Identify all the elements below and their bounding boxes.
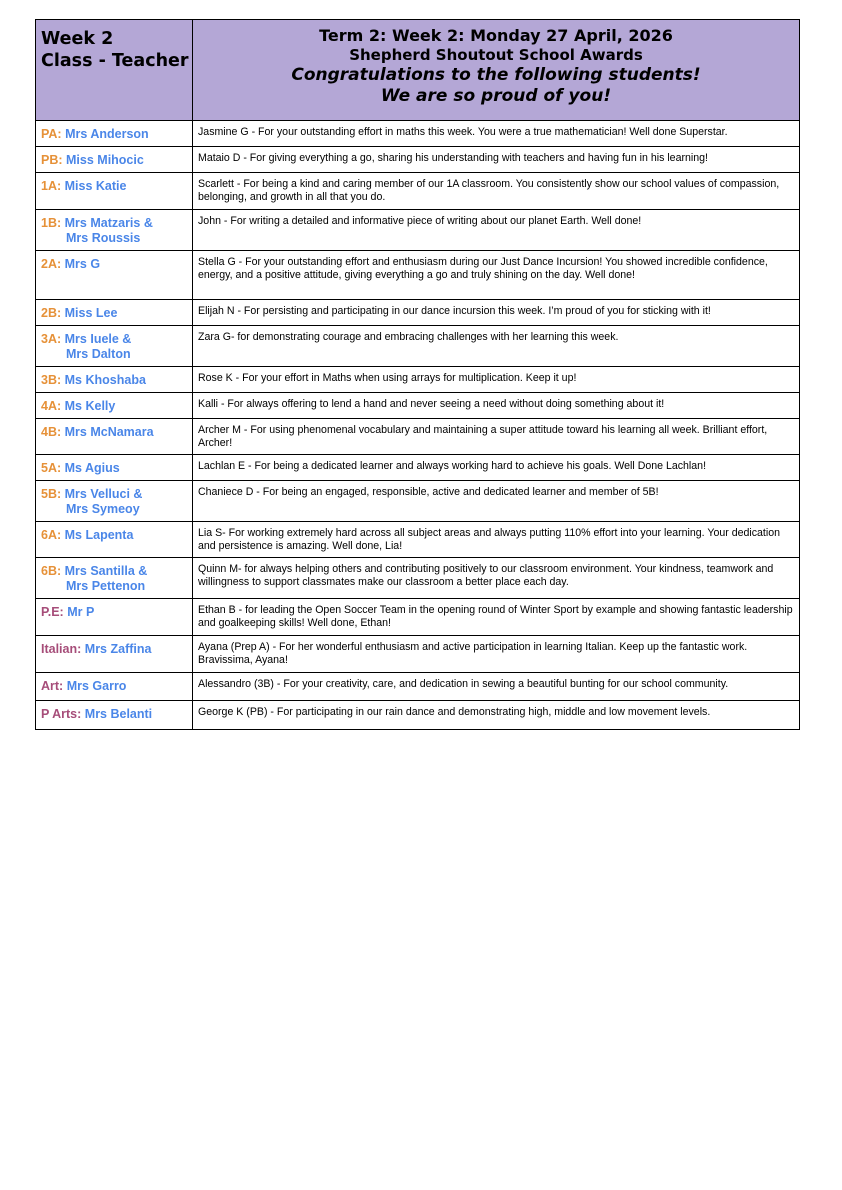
teacher-name: Mrs Velluci & [64, 486, 143, 501]
teacher-name: Mrs Santilla & [64, 563, 148, 578]
award-row [36, 210, 800, 251]
class-teacher-cell [36, 635, 193, 672]
teacher-name: Ms Agius [64, 460, 120, 475]
proud-line: We are so proud of you! [380, 86, 612, 106]
award-message: Zara G- for demonstrating courage and embracing challenges with her learning this week. [193, 326, 800, 367]
class-teacher-cell [36, 173, 193, 210]
award-message: Elijah N - For persisting and participating in our dance incursion this week. I’m proud of you for sticking with it! [193, 300, 800, 326]
award-row [36, 251, 800, 300]
award-message: George K (PB) - For participating in our rain dance and demonstrating high, middle and low movement levels. [193, 700, 800, 729]
class-teacher-cell [36, 521, 193, 557]
week-label: Week 2 [41, 29, 114, 49]
class-teacher-cell [36, 700, 193, 729]
teacher-name-second: Mrs Dalton [66, 347, 131, 361]
award-row [36, 700, 800, 729]
award-row [36, 419, 800, 455]
class-teacher-cell [36, 121, 193, 147]
awards-table [35, 19, 800, 730]
class-code: 4B: [41, 425, 62, 439]
teacher-name: Mrs Belanti [84, 706, 153, 721]
header-left-cell [36, 20, 193, 121]
award-message: Chaniece D - For being an engaged, responsible, active and dedicated learner and member of 5B! [193, 480, 800, 521]
class-teacher-cell [36, 557, 193, 598]
class-code: 2B: [41, 306, 62, 320]
class-teacher-cell [36, 367, 193, 393]
award-message: Alessandro (3B) - For your creativity, care, and dedication in sewing a beautiful bunting for our school community. [193, 672, 800, 700]
award-row [36, 598, 800, 635]
award-row [36, 367, 800, 393]
congratulations-line: Congratulations to the following students! [291, 65, 701, 85]
class-code: P.E: [41, 604, 64, 619]
class-teacher-cell [36, 147, 193, 173]
class-code: 3A: [41, 332, 62, 346]
class-teacher-cell [36, 326, 193, 367]
award-row [36, 121, 800, 147]
class-code: 1B: [41, 216, 62, 230]
teacher-name: Miss Lee [64, 306, 118, 320]
class-teacher-cell [36, 598, 193, 635]
teacher-name: Mrs McNamara [64, 425, 154, 439]
class-code: 6B: [41, 563, 62, 578]
class-teacher-cell [36, 419, 193, 455]
teacher-name: Ms Lapenta [64, 527, 134, 542]
award-message: Ayana (Prep A) - For her wonderful enthusiasm and active participation in learning Italian. Keep up the fantastic work. Bravissima, Ayana! [193, 635, 800, 672]
award-row [36, 393, 800, 419]
class-teacher-cell [36, 393, 193, 419]
award-message: Lachlan E - For being a dedicated learner and always working hard to achieve his goals. Well Done Lachlan! [193, 454, 800, 480]
award-row [36, 635, 800, 672]
class-code: 1A: [41, 179, 62, 193]
award-message: Jasmine G - For your outstanding effort in maths this week. You were a true mathematician! Well done Superstar. [193, 121, 800, 147]
header-title-cell [193, 20, 800, 121]
teacher-name: Ms Khoshaba [64, 373, 146, 387]
teacher-name: Ms Kelly [64, 399, 116, 413]
teacher-name: Miss Katie [64, 179, 127, 193]
teacher-name: Mrs Garro [66, 678, 127, 693]
class-teacher-label: Class - Teacher [41, 51, 189, 71]
class-code: 3B: [41, 373, 62, 387]
header-row [36, 20, 800, 121]
teacher-name: Mrs Matzaris & [64, 216, 153, 230]
award-message: Scarlett - For being a kind and caring member of our 1A classroom. You consistently show our school values of compassion, belonging, and growth in all that you do. [193, 173, 800, 210]
class-teacher-cell [36, 210, 193, 251]
class-code: 2A: [41, 257, 62, 271]
class-code: 5B: [41, 486, 62, 501]
teacher-name: Mrs Zaffina [84, 641, 152, 656]
teacher-name-second: Mrs Roussis [66, 231, 141, 245]
award-row [36, 454, 800, 480]
award-message: Kalli - For always offering to lend a hand and never seeing a need without doing something about it! [193, 393, 800, 419]
class-code: PA: [41, 127, 62, 141]
award-row [36, 480, 800, 521]
award-row [36, 326, 800, 367]
class-teacher-cell [36, 480, 193, 521]
teacher-name: Mrs Iuele & [64, 332, 132, 346]
class-teacher-cell [36, 251, 193, 300]
term-date-title: Term 2: Week 2: Monday 27 April, 2026 [319, 26, 673, 45]
class-teacher-cell [36, 300, 193, 326]
teacher-name-second: Mrs Symeoy [66, 501, 140, 516]
award-row [36, 147, 800, 173]
teacher-name: Mrs G [64, 257, 101, 271]
award-message: Archer M - For using phenomenal vocabulary and maintaining a super attitude toward his learning all week. Brilliant effort, Archer! [193, 419, 800, 455]
class-code: 6A: [41, 527, 62, 542]
class-code: Art: [41, 678, 64, 693]
awards-title: Shepherd Shoutout School Awards [349, 46, 643, 64]
class-code: Italian: [41, 641, 82, 656]
teacher-name: Mrs Anderson [65, 127, 149, 141]
award-row [36, 300, 800, 326]
class-code: 4A: [41, 399, 62, 413]
class-code: 5A: [41, 460, 62, 475]
teacher-name: Mr P [67, 604, 95, 619]
teacher-name-second: Mrs Pettenon [66, 578, 146, 593]
award-message: Rose K - For your effort in Maths when using arrays for multiplication. Keep it up! [193, 367, 800, 393]
teacher-name: Miss Mihocic [66, 153, 144, 167]
award-row [36, 521, 800, 557]
award-message: Ethan B - for leading the Open Soccer Team in the opening round of Winter Sport by example and showing fantastic leadership and goalkeeping skills! Well done, Ethan! [193, 598, 800, 635]
class-code: PB: [41, 153, 63, 167]
award-message: Quinn M- for always helping others and contributing positively to our classroom environment. Your kindness, teamwork and willingness to support classmates make our classroom a better place each day. [193, 557, 800, 598]
award-message: Mataio D - For giving everything a go, sharing his understanding with teachers and having fun in his learning! [193, 147, 800, 173]
class-code: P Arts: [41, 706, 82, 721]
class-teacher-cell [36, 454, 193, 480]
award-row [36, 557, 800, 598]
award-message: Stella G - For your outstanding effort and enthusiasm during our Just Dance Incursion! You showed incredible confidence, energy, and a positive attitude, giving everything a go and truly shining on the day. Well done! [193, 251, 800, 300]
award-row [36, 173, 800, 210]
class-teacher-cell [36, 672, 193, 700]
award-message: Lia S- For working extremely hard across all subject areas and always putting 110% effort into your learning. Your dedication and persistence is amazing. Well done, Lia! [193, 521, 800, 557]
award-message: John - For writing a detailed and informative piece of writing about our planet Earth. Well done! [193, 210, 800, 251]
award-row [36, 672, 800, 700]
